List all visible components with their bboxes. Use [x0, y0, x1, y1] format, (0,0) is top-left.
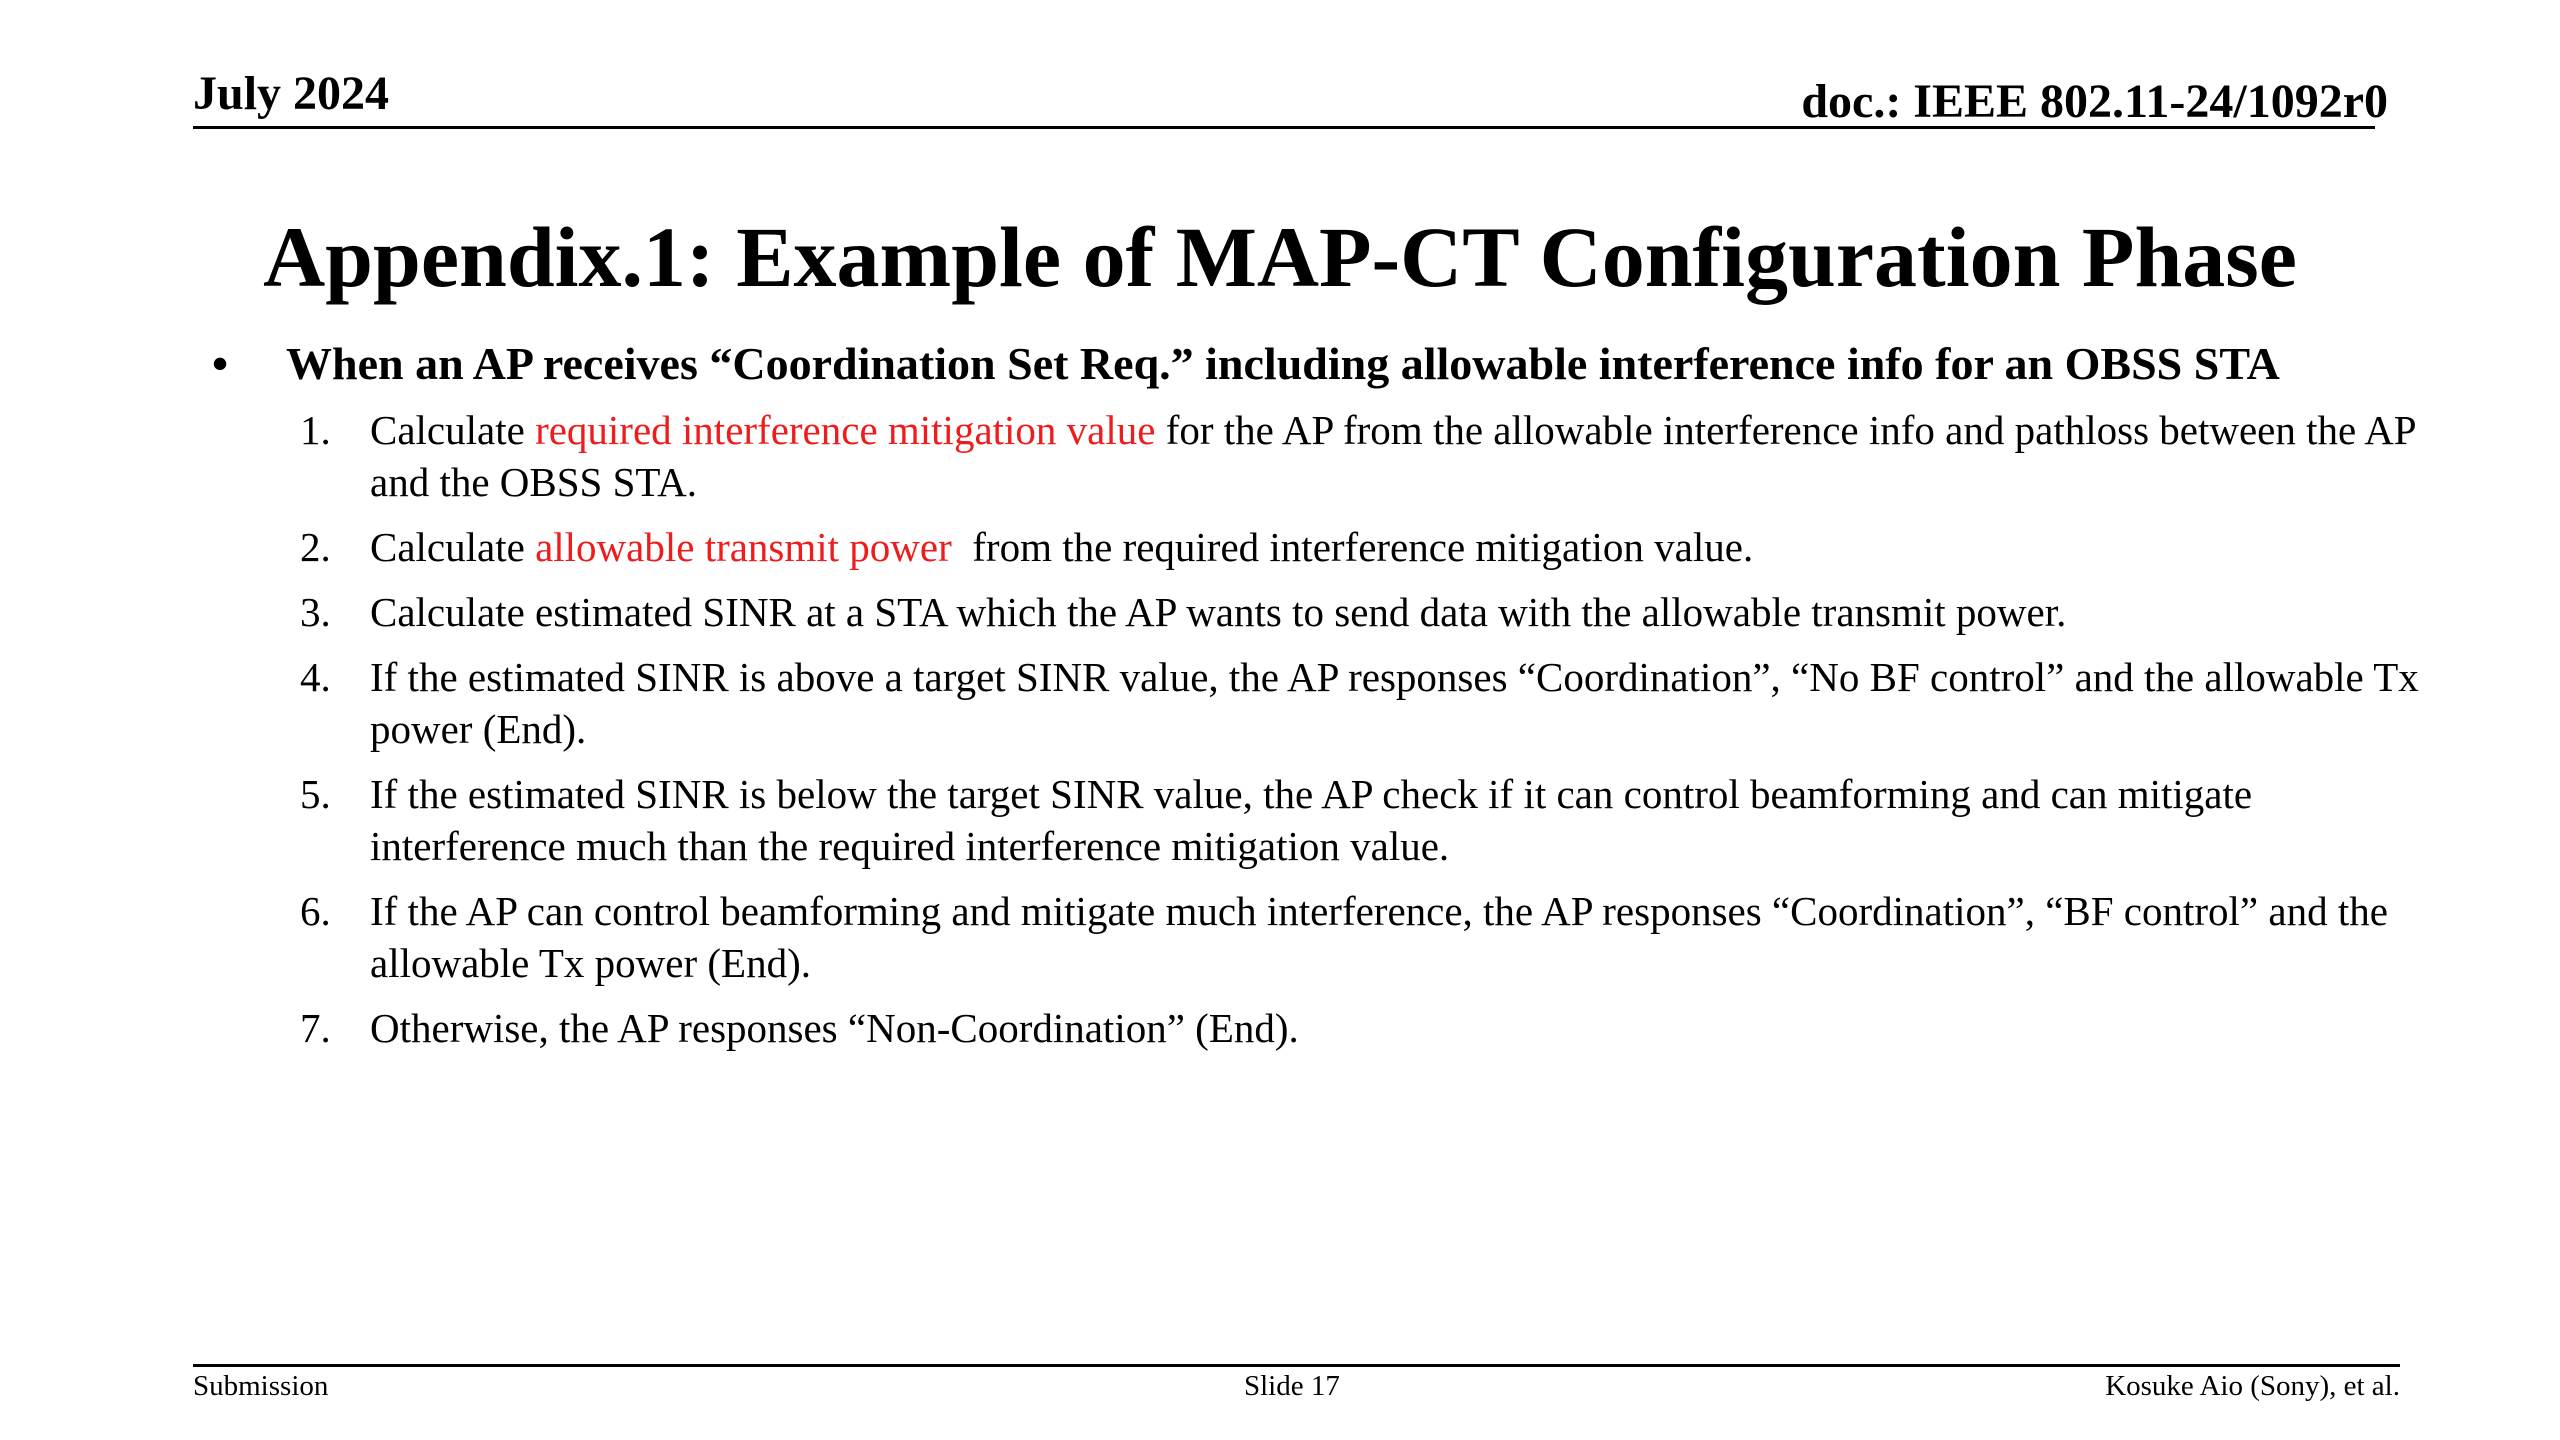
step-text-pre: Calculate: [370, 407, 536, 453]
bullet-marker: •: [212, 338, 229, 389]
step-number: 6.: [300, 888, 331, 934]
step-text: If the AP can control beamforming and mitigate much interference, the AP responses “Coordination”, “BF control” and the allowable Tx power (End).: [370, 888, 2388, 986]
step-number: 2.: [300, 524, 331, 570]
step-item-5: [300, 768, 2440, 872]
footer-author: Kosuke Aio (Sony), et al.: [2105, 1370, 2400, 1402]
step-text: Otherwise, the AP responses “Non-Coordination” (End).: [370, 1005, 1299, 1051]
step-number: 7.: [300, 1005, 331, 1051]
step-number: 1.: [300, 407, 331, 453]
step-text-post: from the required interference mitigation value.: [951, 524, 1754, 570]
step-text-pre: Calculate: [370, 524, 536, 570]
step-list: [300, 404, 2440, 1067]
main-bullet-text: When an AP receives “Coordination Set Req.” including allowable interference info for an OBSS STA: [286, 338, 2280, 389]
step-text: If the estimated SINR is below the target SINR value, the AP check if it can control beamforming and can mitigate interference much than the required interference mitigation value.: [370, 771, 2253, 869]
header-divider: [193, 126, 2375, 129]
step-item-1: [300, 404, 2440, 508]
step-item-6: [300, 885, 2440, 989]
footer-divider: [193, 1364, 2400, 1367]
step-text: If the estimated SINR is above a target SINR value, the AP responses “Coordination”, “No BF control” and the allowable Tx power (End).: [370, 654, 2419, 752]
step-text-post: for the AP from the allowable interference info and pathloss between the AP and the OBSS STA.: [370, 407, 2416, 505]
step-number: 4.: [300, 654, 331, 700]
step-number: 5.: [300, 771, 331, 817]
step-text: Calculate estimated SINR at a STA which the AP wants to send data with the allowable transmit power.: [370, 589, 2067, 635]
step-highlight: allowable transmit power: [535, 524, 952, 570]
step-item-7: [300, 1002, 2440, 1054]
footer-slide-number: Slide 17: [1244, 1370, 1340, 1402]
step-item-2: [300, 521, 2440, 573]
slide-title: Appendix.1: Example of MAP-CT Configuration Phase: [263, 209, 2297, 305]
step-highlight: required interference mitigation value: [535, 407, 1156, 453]
header-date: July 2024: [193, 67, 390, 120]
step-number: 3.: [300, 589, 331, 635]
main-bullet: [212, 335, 2280, 393]
step-item-4: [300, 651, 2440, 755]
header-doc-id: doc.: IEEE 802.11-24/1092r0: [1801, 75, 2388, 128]
footer-submission: Submission: [193, 1370, 329, 1402]
step-item-3: [300, 586, 2440, 638]
